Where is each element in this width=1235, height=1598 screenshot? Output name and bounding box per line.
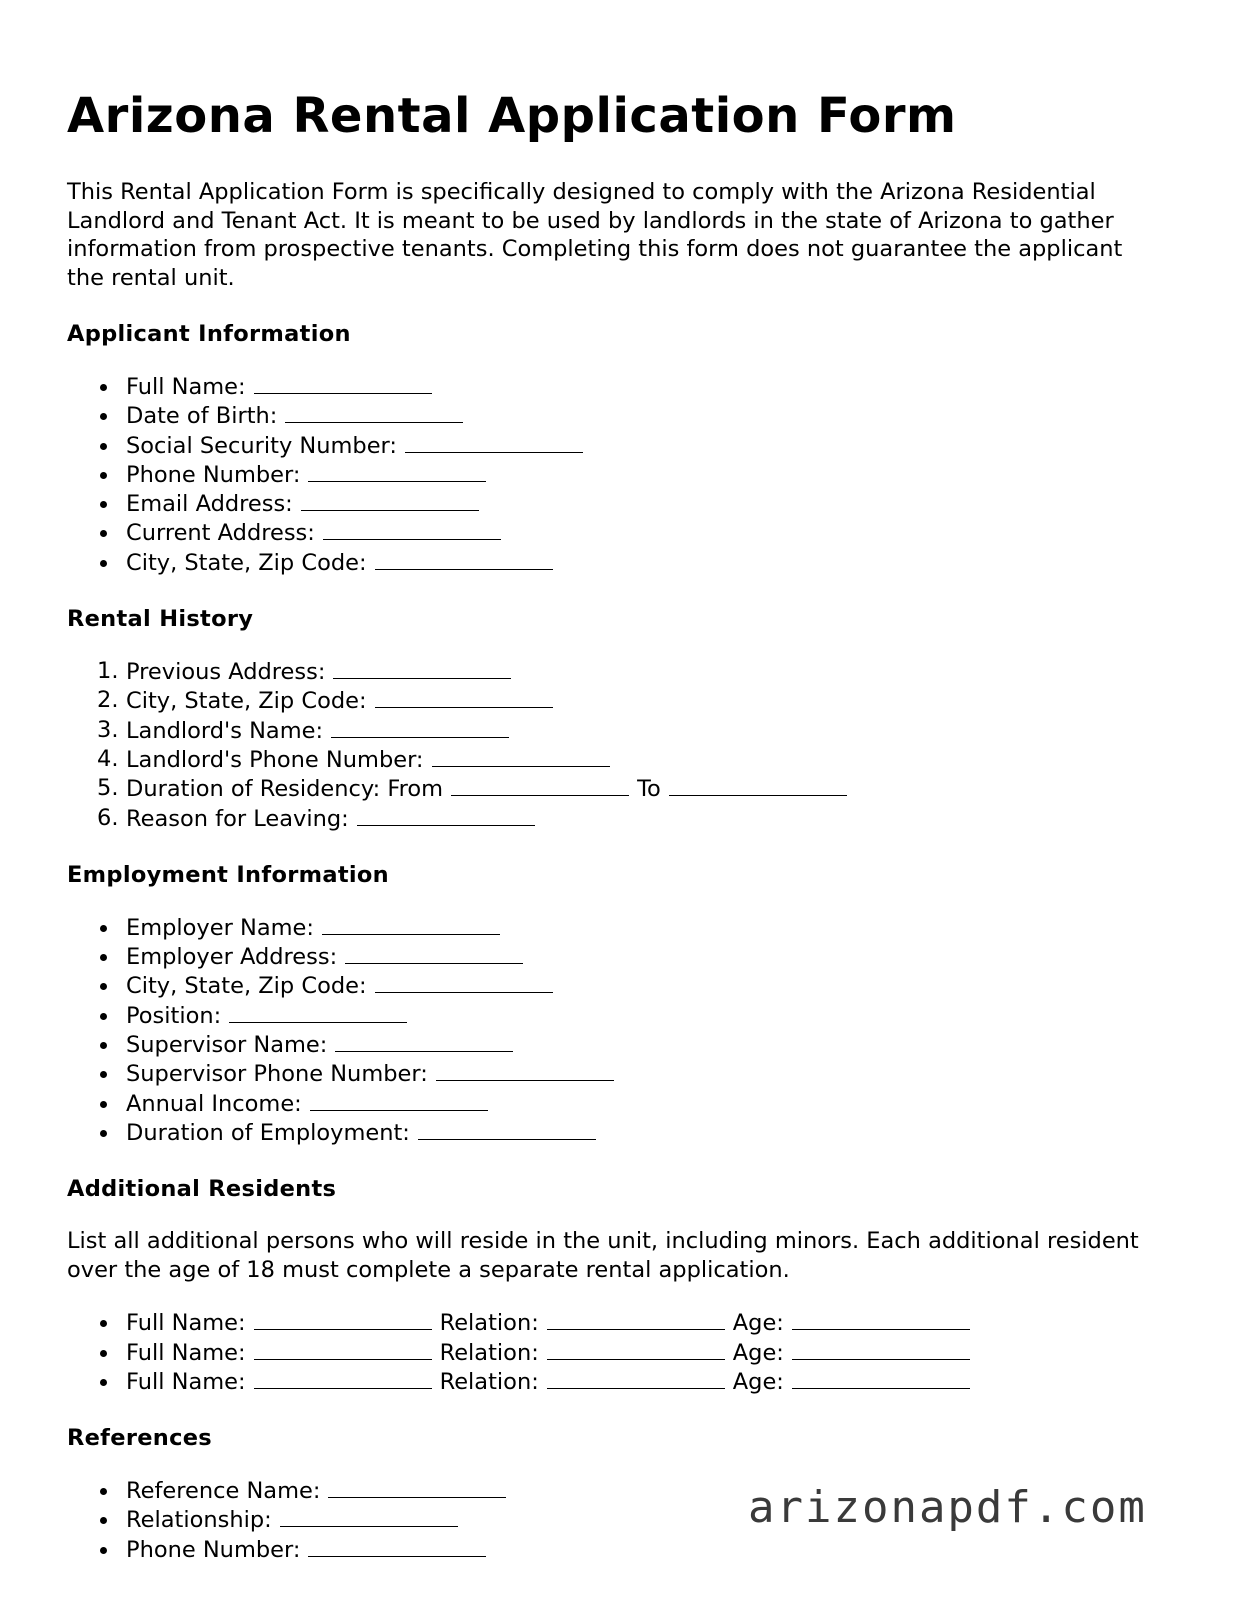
field-label: Phone Number: [126,461,301,488]
resident-name-field[interactable] [254,1308,432,1330]
email-field[interactable] [301,489,479,511]
list-item [67,686,1167,715]
resident-relation-field[interactable] [547,1308,725,1330]
reference-phone-field[interactable] [308,1535,486,1557]
list-item [67,971,1167,1000]
field-label: Age: [732,1368,784,1395]
field-label: Age: [732,1310,784,1337]
reference-relationship-field[interactable] [280,1505,458,1527]
reason-for-leaving-field[interactable] [357,804,535,826]
item-number: 1. [97,658,119,685]
field-label: Reference Name: [126,1478,321,1505]
list-item [67,1535,1167,1564]
field-label: City, State, Zip Code: [126,688,367,715]
list-item [67,1338,1167,1367]
page-title: Arizona Rental Application Form [67,88,957,144]
employer-city-state-zip-field[interactable] [375,971,553,993]
field-label: City, State, Zip Code: [126,973,367,1000]
field-label: Supervisor Phone Number: [126,1061,428,1088]
list-item [67,1059,1167,1088]
section-heading-rental-history: Rental History [67,606,254,633]
field-label: Relation: [439,1339,539,1366]
item-number: 6. [97,804,119,831]
list-item [67,548,1167,577]
list-item [67,942,1167,971]
landlord-phone-field[interactable] [432,745,610,767]
field-label: Landlord's Phone Number: [126,746,424,773]
field-label: Relation: [439,1368,539,1395]
resident-relation-field[interactable] [547,1338,725,1360]
list-item [67,1089,1167,1118]
reference-name-field[interactable] [328,1476,506,1498]
field-label: Phone Number: [126,1536,301,1563]
item-number: 4. [97,745,119,772]
employment-list [67,913,1167,1147]
employment-duration-field[interactable] [418,1118,596,1140]
list-item [67,489,1167,518]
field-label: To [637,776,661,803]
field-label: Previous Address: [126,659,326,686]
watermark-logo: arizonapdf.com [748,1482,1147,1533]
list-item [67,372,1167,401]
resident-age-field[interactable] [792,1338,970,1360]
landlord-name-field[interactable] [331,716,509,738]
list-item [67,1030,1167,1059]
list-item [67,1308,1167,1337]
item-number: 5. [97,775,119,802]
field-label: Full Name: [126,1310,246,1337]
resident-name-field[interactable] [254,1338,432,1360]
resident-age-field[interactable] [792,1308,970,1330]
field-label: Full Name: [126,1339,246,1366]
list-item [67,460,1167,489]
field-label: Employer Name: [126,914,314,941]
section-heading-applicant: Applicant Information [67,321,351,347]
intro-paragraph: This Rental Application Form is specifically designed to comply with the Arizona Residential Landlord and Tenant Act. It is meant to be used by landlords in the state of Arizona to gather information from prospective tenants. Completing this form does not guarantee the applicant the rental unit. [67,179,1123,291]
section-heading-employment: Employment Information [67,861,389,888]
list-item [67,1118,1167,1147]
list-item [67,716,1167,745]
resident-age-field[interactable] [792,1367,970,1389]
form-page [67,88,1167,1564]
rental-history-list [67,657,1167,833]
list-item [67,913,1167,942]
resident-relation-field[interactable] [547,1367,725,1389]
list-item [67,518,1167,547]
residency-to-field[interactable] [669,774,847,796]
supervisor-phone-field[interactable] [436,1059,614,1081]
field-label: Age: [732,1339,784,1366]
section-heading-references: References [67,1425,212,1452]
date-of-birth-field[interactable] [285,401,463,423]
previous-city-state-zip-field[interactable] [375,686,553,708]
field-label: Full Name: [126,1368,246,1395]
field-label: Date of Birth: [126,403,278,430]
field-label: Current Address: [126,520,315,547]
list-item [67,774,1167,803]
list-item [67,1001,1167,1030]
resident-name-field[interactable] [254,1367,432,1389]
list-item [67,1367,1167,1396]
field-label: Employer Address: [126,944,338,971]
residency-from-field[interactable] [451,774,629,796]
residents-list [67,1308,1167,1396]
list-item [67,804,1167,833]
field-label: Duration of Residency: From [126,776,444,803]
field-label: Supervisor Name: [126,1032,328,1059]
field-label: Social Security Number: [126,432,397,459]
field-label: Email Address: [126,491,293,518]
full-name-field[interactable] [254,372,432,394]
employer-address-field[interactable] [345,942,523,964]
city-state-zip-field[interactable] [375,548,553,570]
field-label: Landlord's Name: [126,717,324,744]
list-item [67,745,1167,774]
field-label: Reason for Leaving: [126,805,349,832]
field-label: Relation: [439,1310,539,1337]
position-field[interactable] [229,1001,407,1023]
field-label: Relationship: [126,1507,272,1534]
ssn-field[interactable] [405,431,583,453]
list-item [67,657,1167,686]
section-heading-residents: Additional Residents [67,1176,337,1203]
residents-paragraph: List all additional persons who will reside in the unit, including minors. Each additional resident over the age of 18 must complete a separate rental application. [67,1228,1139,1283]
list-item [67,431,1167,460]
previous-address-field[interactable] [333,657,511,679]
list-item [67,401,1167,430]
field-label: Full Name: [126,374,246,400]
field-label: City, State, Zip Code: [126,549,367,576]
current-address-field[interactable] [323,518,501,540]
field-label: Position: [126,1002,222,1029]
field-label: Annual Income: [126,1090,302,1117]
applicant-list [67,372,1167,577]
annual-income-field[interactable] [310,1089,488,1111]
supervisor-name-field[interactable] [335,1030,513,1052]
item-number: 2. [97,687,119,714]
field-label: Duration of Employment: [126,1119,410,1146]
item-number: 3. [97,716,119,743]
phone-field[interactable] [308,460,486,482]
employer-name-field[interactable] [322,913,500,935]
